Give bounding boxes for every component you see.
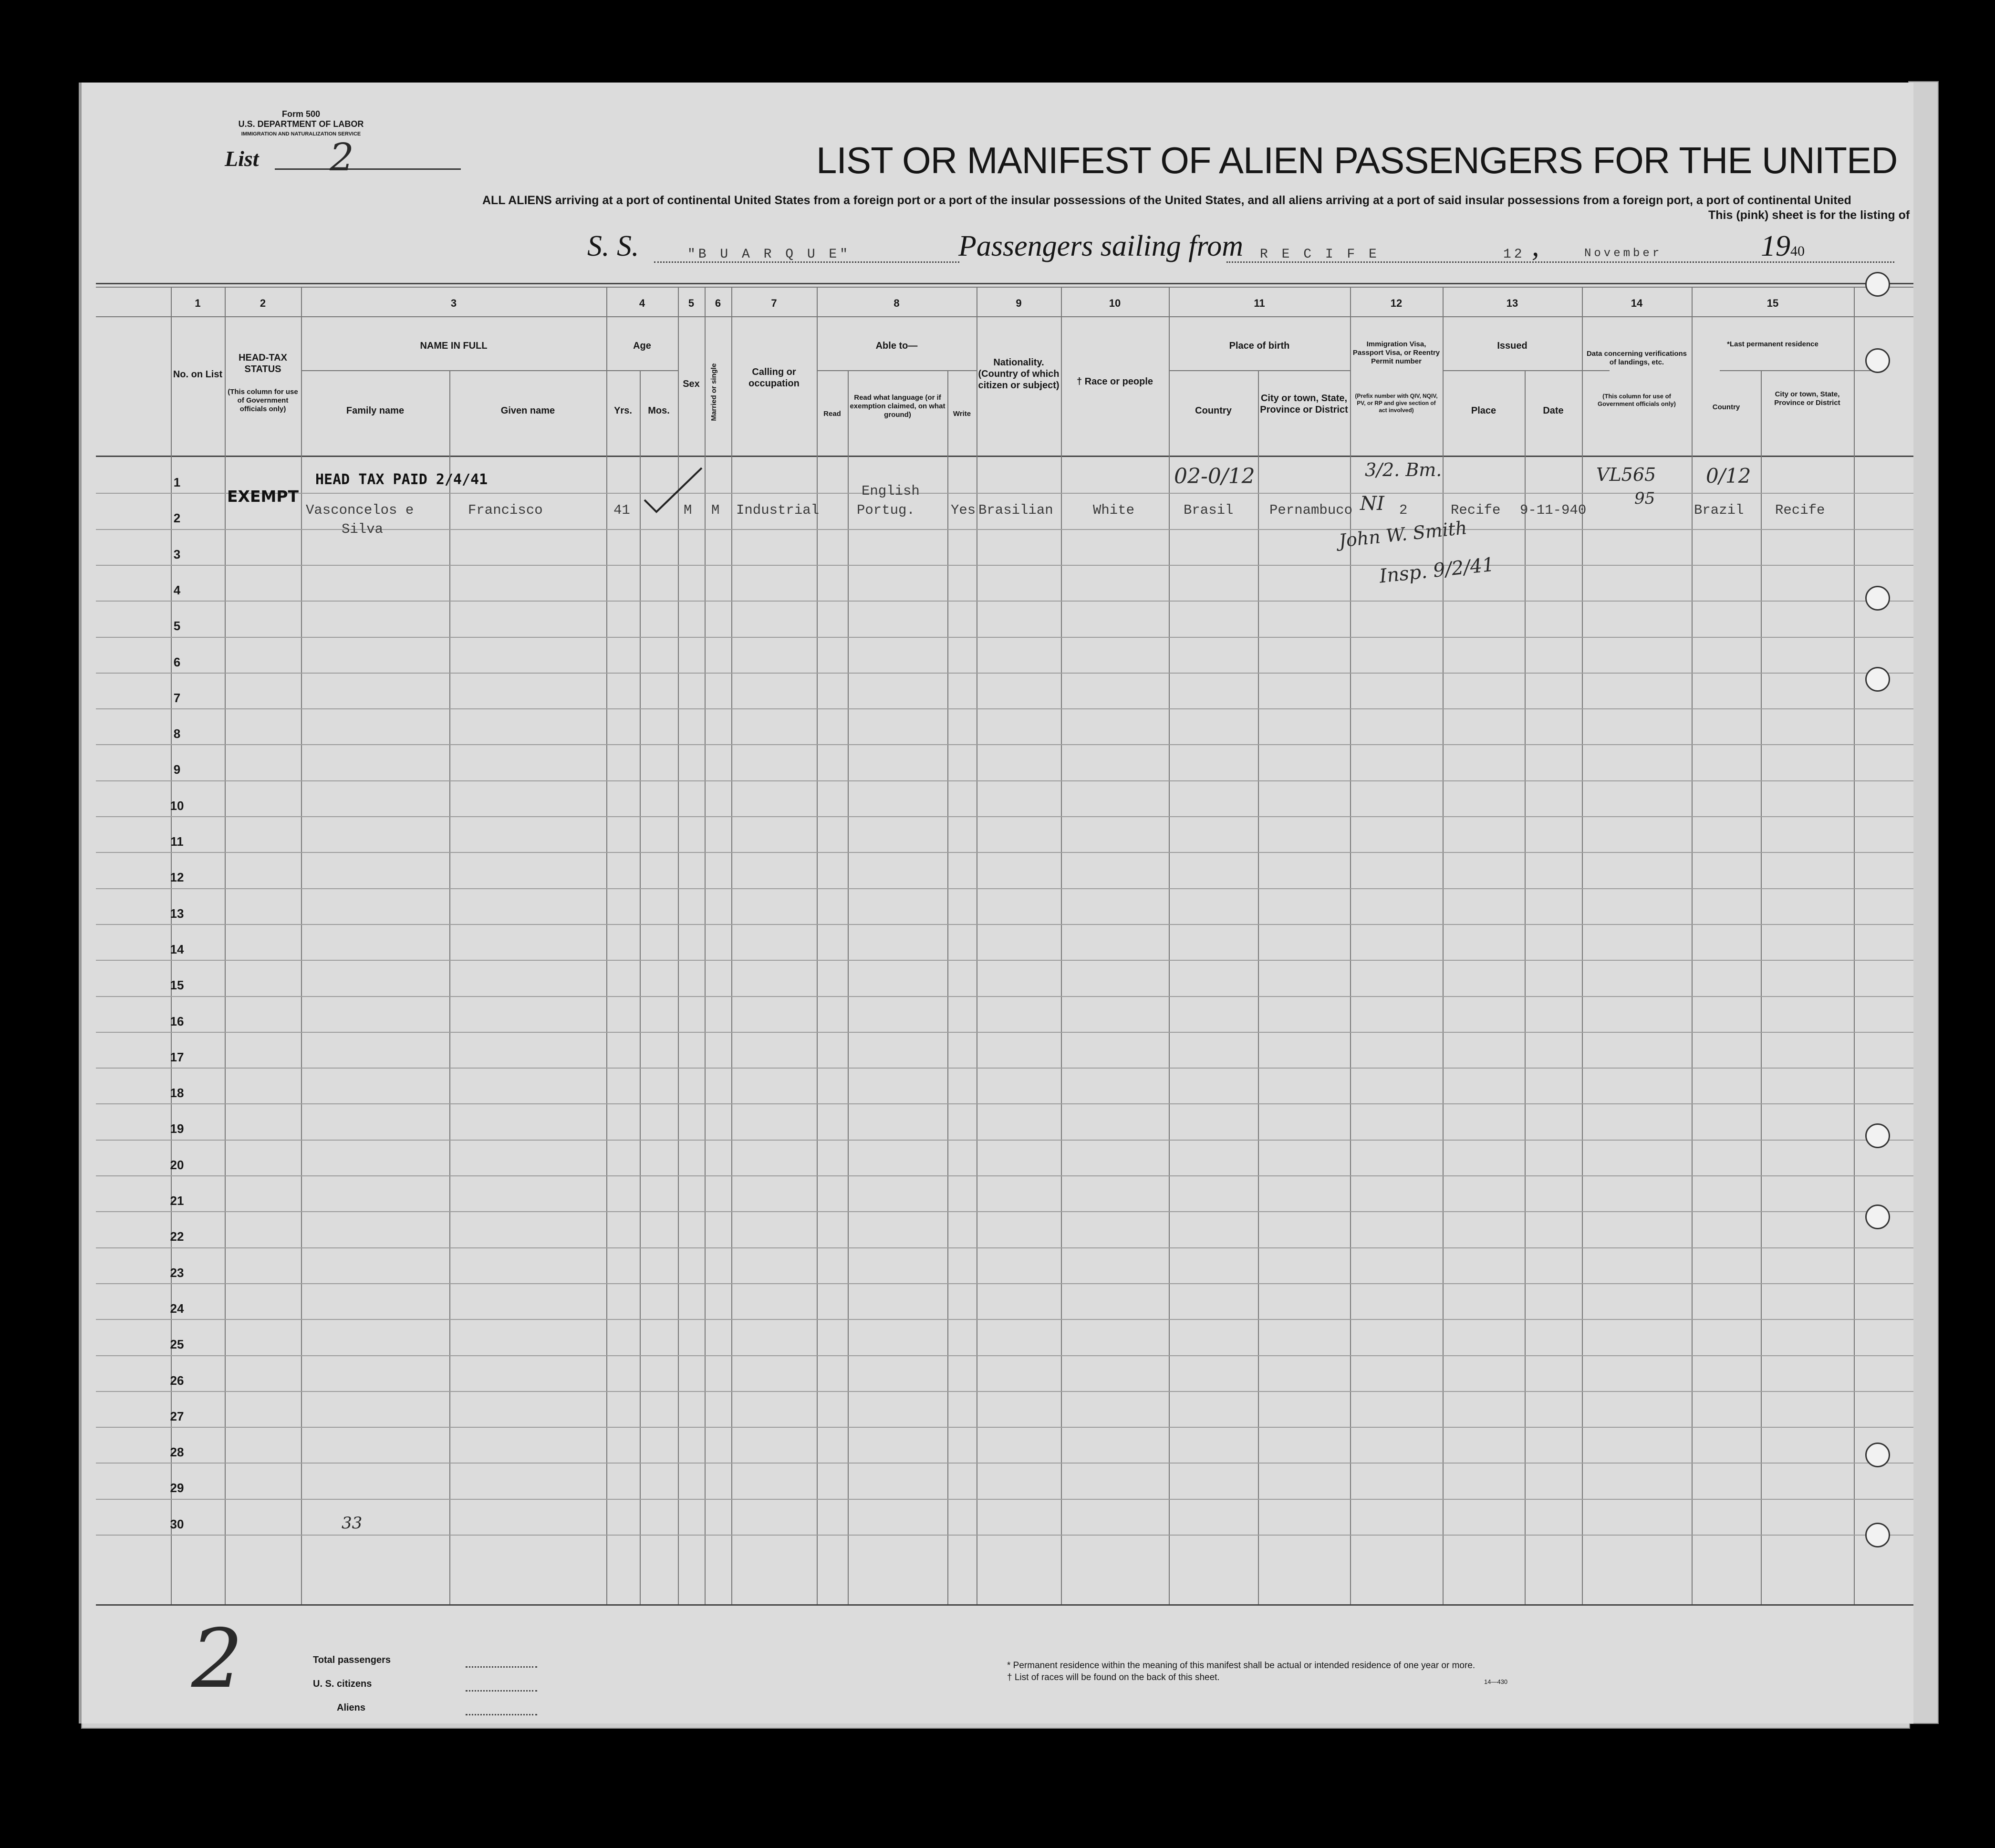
aliens-fill — [466, 1714, 537, 1715]
sail-month: November — [1584, 247, 1662, 260]
row-number: 3 — [173, 547, 181, 561]
header-landings-note: (This column for use of Government officials only) — [1598, 393, 1676, 407]
col-line — [947, 370, 948, 1604]
row-line — [96, 1175, 1913, 1176]
col-number: 11 — [1254, 297, 1265, 309]
row-line — [96, 673, 1913, 674]
header-visa: Immigration Visa, Passport Visa, or Reentry Permit number — [1352, 340, 1440, 365]
subtitle-line-2: This (pink) sheet is for the listing of — [1708, 208, 1910, 222]
table-top-rule-2 — [96, 287, 1913, 288]
list-label: List — [225, 146, 259, 171]
inspector-annotation: Insp. 9/2/41 — [1378, 553, 1496, 588]
header-age-yrs: Yrs. — [614, 405, 632, 416]
head-tax-stamp: EXEMPT — [227, 487, 299, 506]
col-number: 8 — [894, 297, 900, 309]
row-line — [96, 637, 1913, 638]
port: R E C I F E — [1260, 247, 1380, 262]
row-number: 9 — [173, 762, 181, 777]
header-write: Write — [953, 410, 971, 418]
header-no-on-list: No. on List — [173, 369, 223, 380]
birth-subheader-rule — [1169, 370, 1350, 371]
header-able-to: Able to— — [875, 341, 918, 351]
row-number: 16 — [170, 1014, 184, 1028]
department: U.S. DEPARTMENT OF LABOR — [238, 119, 364, 129]
comma: , — [1532, 230, 1539, 262]
ss-label: S. S. — [587, 230, 639, 262]
header-calling: Calling or occupation — [748, 367, 800, 389]
language-2: Portug. — [857, 502, 915, 518]
col-number: 12 — [1390, 297, 1403, 309]
column-number-rule — [96, 316, 1913, 317]
header-issued-date: Date — [1543, 405, 1564, 416]
header-bottom-rule — [96, 456, 1913, 457]
col-number: 6 — [715, 297, 721, 309]
landing-code: VL565 — [1596, 464, 1656, 485]
row-line — [96, 1355, 1913, 1356]
row-line — [96, 1319, 1913, 1320]
col-line — [817, 287, 818, 1604]
row-number: 10 — [170, 798, 184, 813]
issued-date: 9-11-940 — [1520, 502, 1587, 518]
header-family-name: Family name — [346, 405, 405, 416]
header-sex: Sex — [683, 379, 700, 389]
row-number: 15 — [170, 978, 184, 993]
residence-subheader-rule — [1720, 370, 1882, 371]
row-number: 17 — [170, 1049, 184, 1064]
row-line — [96, 1247, 1913, 1248]
header-place-of-birth: Place of birth — [1229, 341, 1290, 351]
age-years: 41 — [613, 502, 630, 518]
col-number: 2 — [260, 297, 266, 309]
row-number: 18 — [170, 1086, 184, 1100]
header-head-tax-note: (This column for use of Government officials only) — [228, 388, 298, 413]
sex: M — [684, 502, 692, 518]
total-passengers-label: Total passengers — [313, 1655, 391, 1665]
row-number: 11 — [170, 834, 184, 849]
form-header — [220, 109, 382, 139]
row-line — [96, 1499, 1913, 1500]
col-line — [225, 287, 226, 1604]
row-line — [96, 1391, 1913, 1392]
binder-hole — [1865, 586, 1890, 611]
row-line — [96, 1283, 1913, 1284]
sailing-label: Passengers sailing from — [958, 230, 1244, 262]
header-race: † Race or people — [1076, 376, 1153, 387]
col-line — [731, 287, 732, 1604]
issued-subheader-rule — [1443, 370, 1610, 371]
total-fill — [466, 1666, 537, 1668]
row-line — [96, 1103, 1913, 1104]
col-number: 3 — [450, 297, 457, 309]
row-line — [96, 780, 1913, 781]
birth-city: Pernambuco — [1269, 502, 1353, 518]
header-birth-city: City or town, State, Province or District — [1260, 393, 1348, 415]
year-prefix-text: 19 — [1761, 230, 1790, 262]
col-line — [705, 287, 706, 1604]
head-tax-paid-stamp: HEAD TAX PAID 2/4/41 — [315, 471, 488, 488]
col-line — [640, 370, 641, 1604]
col-line — [848, 370, 849, 1604]
col-line — [1258, 370, 1259, 1604]
col-line — [449, 370, 450, 1604]
header-birth-country: Country — [1195, 405, 1232, 416]
row-line — [96, 1140, 1913, 1141]
residence-code: 0/12 — [1706, 464, 1751, 488]
signature: John W. Smith — [1338, 517, 1468, 551]
visa-number: 2 — [1399, 502, 1408, 518]
col-line — [1169, 287, 1170, 1604]
col-number: 4 — [639, 297, 645, 309]
col-number: 14 — [1631, 297, 1643, 309]
manifest-sheet — [79, 83, 1913, 1723]
row-line — [96, 888, 1913, 889]
age-subheader-rule — [606, 370, 678, 371]
row-number: 21 — [170, 1194, 184, 1208]
col-number: 5 — [688, 297, 695, 309]
year-suffix: 40 — [1790, 243, 1805, 259]
list-line — [275, 168, 461, 170]
header-issued-place: Place — [1471, 405, 1496, 416]
residence-country: Brazil — [1694, 502, 1744, 518]
header-last-residence: *Last permanent residence — [1727, 340, 1818, 348]
header-visa-note: (Prefix number with QIV, NQIV, PV, or RP and give section of act involved) — [1355, 393, 1438, 414]
row-number: 12 — [170, 870, 184, 885]
occupation: Industrial — [736, 502, 820, 518]
row-number: 13 — [170, 906, 184, 921]
row-number: 30 — [170, 1516, 184, 1531]
row-line — [96, 565, 1913, 566]
row-line — [96, 1032, 1913, 1033]
col-number: 10 — [1109, 297, 1121, 309]
row-number: 14 — [170, 942, 184, 956]
marital-status: M — [711, 502, 720, 518]
row-29-mark: 33 — [342, 1514, 363, 1533]
col-line — [1443, 287, 1444, 1604]
header-read-what: Read what language (or if exemption claimed, on what ground) — [850, 394, 946, 419]
row-number: 2 — [173, 511, 181, 526]
col-number: 7 — [771, 297, 777, 309]
header-issued: Issued — [1497, 341, 1527, 351]
row-number: 1 — [173, 475, 181, 489]
col-number: 13 — [1506, 297, 1518, 309]
row-number: 23 — [170, 1265, 184, 1280]
header-nationality: Nationality. (Country of which citizen or subject) — [978, 357, 1060, 391]
binder-hole — [1865, 667, 1890, 692]
binder-hole — [1865, 1443, 1890, 1467]
row-line — [96, 852, 1913, 853]
citizens-fill — [466, 1690, 537, 1692]
able-subheader-rule — [817, 370, 977, 371]
row-number: 25 — [170, 1337, 184, 1352]
birth-country: Brasil — [1184, 502, 1234, 518]
header-married: Married or single — [710, 363, 718, 421]
col-line — [1582, 287, 1583, 1604]
row-number: 26 — [170, 1373, 184, 1388]
header-res-city: City or town, State, Province or District — [1774, 390, 1840, 407]
ship-name: "B U A R Q U E" — [687, 247, 851, 262]
us-citizens-label: U. S. citizens — [313, 1679, 372, 1689]
header-given-name: Given name — [500, 405, 555, 416]
race: White — [1093, 502, 1135, 518]
family-name-line-1: Vasconcelos e — [306, 502, 414, 518]
language-1: English — [862, 483, 920, 499]
check-mark-icon — [642, 464, 704, 517]
service: IMMIGRATION AND NATURALIZATION SERVICE — [241, 131, 361, 137]
row-number: 28 — [170, 1445, 184, 1460]
header-read: Read — [823, 410, 841, 418]
row-line — [96, 996, 1913, 997]
footnote-races: † List of races will be found on the back of this sheet. — [1007, 1672, 1220, 1682]
row-number: 29 — [170, 1481, 184, 1495]
row-number: 22 — [170, 1229, 184, 1244]
aliens-label: Aliens — [337, 1703, 366, 1713]
col-number: 9 — [1016, 297, 1022, 309]
row-number: 20 — [170, 1157, 184, 1172]
subtitle-line-1: ALL ALIENS arriving at a port of continental United States from a foreign port or a port of the insular possessions of the United States, and all aliens arriving at a port of said insular possessions from a foreign port, a port of continental United — [482, 194, 1851, 207]
list-number: 2 — [330, 135, 354, 179]
binder-hole — [1865, 348, 1890, 373]
binder-hole — [1865, 272, 1890, 297]
row-number: 24 — [170, 1301, 184, 1316]
row-line — [96, 1427, 1913, 1428]
col-number: 15 — [1766, 297, 1779, 309]
col-line — [1525, 370, 1526, 1604]
row-number: 5 — [173, 619, 181, 633]
issued-place: Recife — [1451, 502, 1501, 518]
col-line — [1350, 287, 1351, 1604]
binder-hole — [1865, 1204, 1890, 1229]
row-number: 6 — [173, 654, 181, 669]
page-title: LIST OR MANIFEST OF ALIEN PASSENGERS FOR THE UNITED — [816, 139, 1898, 181]
header-res-country: Country — [1712, 403, 1740, 411]
binder-hole — [1865, 1523, 1890, 1547]
row-number: 19 — [170, 1121, 184, 1136]
row-line — [96, 744, 1913, 745]
row-number: 7 — [173, 690, 181, 705]
row-number: 4 — [173, 582, 181, 597]
family-name-line-2: Silva — [342, 521, 384, 537]
header-age: Age — [633, 341, 651, 351]
visa-annotation: 3/2. Bm. — [1365, 459, 1442, 480]
row-line — [96, 960, 1913, 961]
footnote-residence: * Permanent residence within the meaning of this manifest shall be actual or intended residence of one year or more. — [1007, 1661, 1475, 1671]
row-line — [96, 1211, 1913, 1212]
given-name: Francisco — [468, 502, 543, 518]
header-landings: Data concerning verifications of landings, etc. — [1586, 350, 1687, 366]
col-number: 1 — [195, 297, 201, 309]
print-code: 14—430 — [1484, 1678, 1508, 1685]
row-number: 27 — [170, 1409, 184, 1423]
residence-city: Recife — [1775, 502, 1825, 518]
year-prefix — [1761, 229, 1805, 263]
col-line — [1061, 287, 1062, 1604]
binder-hole — [1865, 1123, 1890, 1148]
row-line — [96, 601, 1913, 602]
row-line — [96, 1535, 1913, 1536]
col-line — [1692, 287, 1693, 1604]
row-number: 8 — [173, 727, 181, 741]
col-line — [606, 287, 607, 1604]
footer-list-mark: 2 — [191, 1612, 243, 1706]
col-line — [1854, 287, 1855, 1604]
col-line — [1761, 370, 1762, 1604]
header-name-in-full: NAME IN FULL — [420, 341, 488, 351]
row-line — [96, 924, 1913, 925]
birth-code-annotation: 02-0/12 — [1174, 464, 1255, 488]
header-age-mos: Mos. — [648, 405, 670, 416]
table-top-rule — [96, 283, 1913, 284]
row-line — [96, 816, 1913, 817]
form-number: Form 500 — [281, 109, 321, 119]
visa-annotation-2: NI — [1360, 493, 1384, 515]
row-line — [96, 708, 1913, 709]
sail-day: 12 — [1503, 247, 1525, 262]
col-line — [301, 287, 302, 1604]
row-line — [96, 1463, 1913, 1464]
can-write: Yes — [951, 502, 976, 518]
landing-code-2: 95 — [1634, 489, 1655, 508]
row-line — [96, 1068, 1913, 1069]
nationality: Brasilian — [978, 502, 1053, 518]
table-bottom-rule — [96, 1604, 1913, 1606]
header-head-tax: HEAD-TAX STATUS — [239, 353, 287, 374]
